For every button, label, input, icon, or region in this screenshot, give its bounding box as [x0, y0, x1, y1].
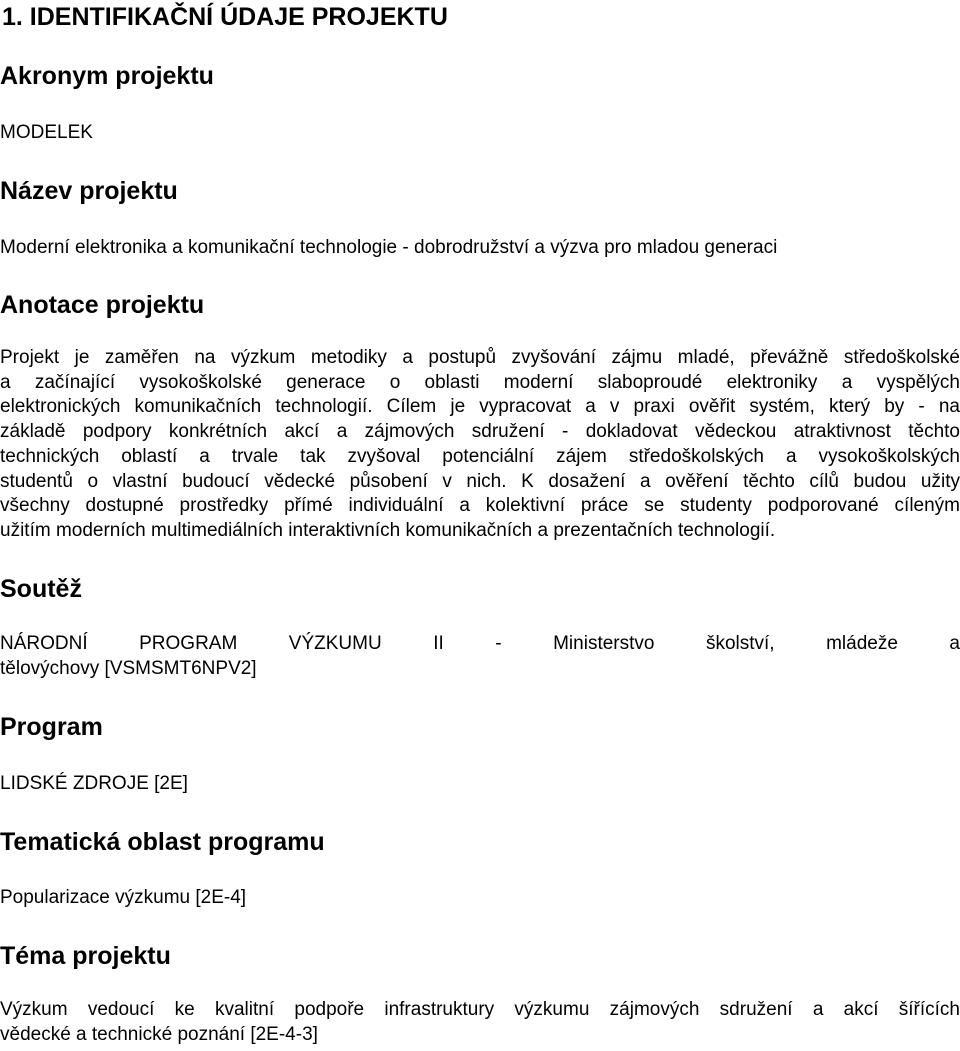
competition-heading: Soutěž — [0, 575, 82, 603]
annotation-line: elektronických komunikačních technologií. Cílem je vypracovat a v praxi ověřit systém, který by - na — [0, 396, 960, 418]
annotation-line: technických oblastí a trvale tak zvyšoval potenciální zájem středoškolských a vysokoškolských — [0, 445, 960, 467]
competition-line: tělovýchovy [VSMSMT6NPV2] — [0, 657, 257, 679]
competition-paragraph — [0, 632, 960, 681]
topic-heading: Téma projektu — [0, 942, 171, 970]
annotation-line: a začínající vysokoškolské generace o oblasti moderní slaboproudé elektroniky a vyspělých — [0, 371, 960, 393]
annotation-line: všechny dostupné prostředky přímé individuální a kolektivní práce se studenty podporované cíleným — [0, 495, 960, 517]
document-title: 1. IDENTIFIKAČNÍ ÚDAJE PROJEKTU — [2, 3, 448, 31]
acronym-value: MODELEK — [0, 122, 93, 143]
annotation-paragraph — [0, 346, 960, 544]
program-heading: Program — [0, 713, 103, 741]
topic-paragraph — [0, 998, 960, 1047]
annotation-line: užitím moderních multimediálních interaktivních komunikačních a prezentačních technologií. — [0, 519, 776, 541]
acronym-heading: Akronym projektu — [0, 62, 214, 90]
annotation-line: studentů o vlastní budoucí vědecké působení v nich. K dosažení a ověření těchto cílů budou užity — [0, 470, 960, 492]
thematic-area-heading: Tematická oblast programu — [0, 828, 325, 856]
program-value: LIDSKÉ ZDROJE [2E] — [0, 773, 188, 794]
name-heading: Název projektu — [0, 177, 178, 205]
thematic-area-value: Popularizace výzkumu [2E-4] — [0, 887, 247, 908]
competition-line: NÁRODNÍ PROGRAM VÝZKUMU II - Ministerstvo školství, mládeže a — [0, 633, 960, 654]
name-value: Moderní elektronika a komunikační technologie - dobrodružství a výzva pro mladou generaci — [0, 237, 778, 258]
annotation-heading: Anotace projektu — [0, 291, 205, 319]
topic-line: Výzkum vedoucí ke kvalitní podpoře infrastruktury výzkumu zájmových sdružení a akcí šířících — [0, 999, 960, 1020]
annotation-line: Projekt je zaměřen na výzkum metodiky a postupů zvyšování zájmu mladé, převážně středoškolské — [0, 347, 960, 368]
topic-line: vědecké a technické poznání [2E-4-3] — [0, 1023, 318, 1045]
annotation-line: základě podpory konkrétních akcí a zájmových sdružení - dokladovat vědeckou atraktivnost těchto — [0, 421, 960, 443]
